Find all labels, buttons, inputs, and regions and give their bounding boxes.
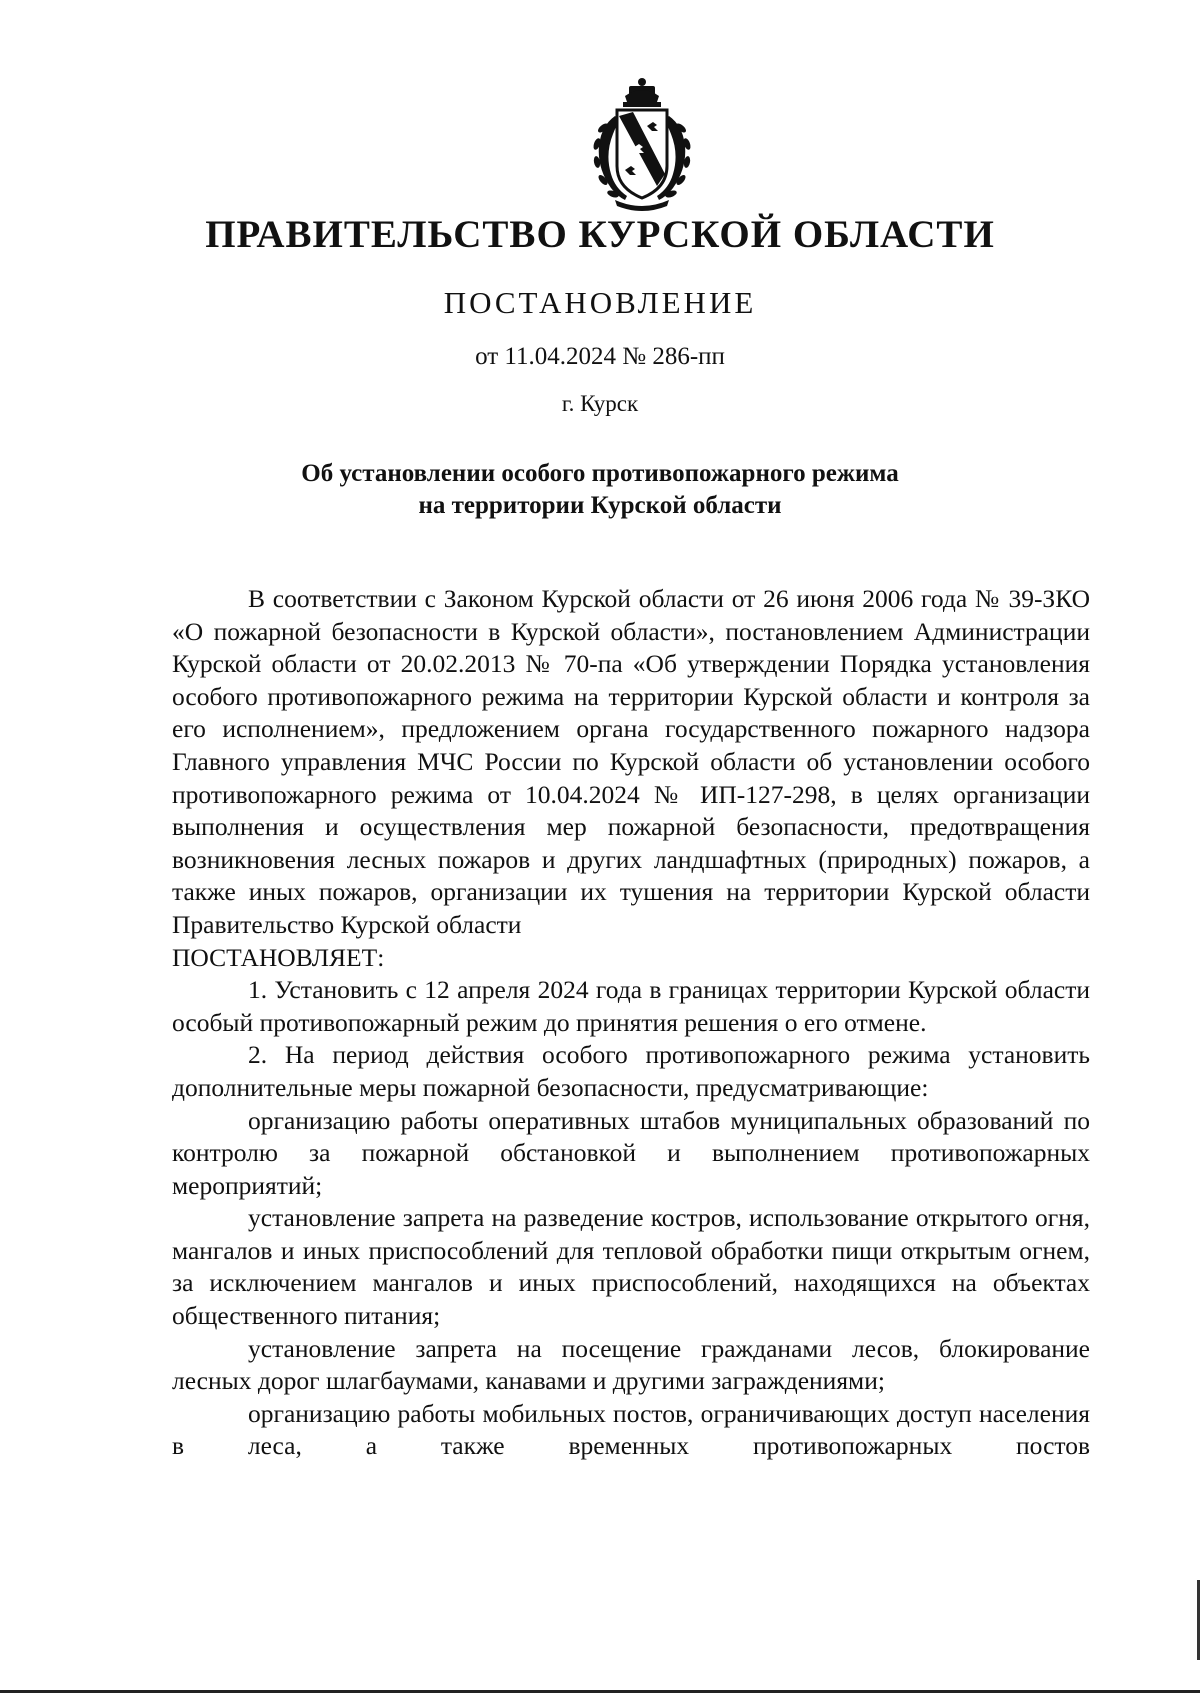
kursk-coat-of-arms-icon: [577, 76, 707, 216]
subject-line-1: Об установлении особого противопожарного режима: [301, 460, 899, 487]
scan-edge-bottom: [0, 1690, 1200, 1693]
preamble-paragraph: В соответствии с Законом Курской области от 26 июня 2006 года № 39-ЗКО «О пожарной безопасности в Курской области», постановлением Администрации Курской области от 20.02.2013 № 70-па «Об утверждении Порядка установления особого противопожарного режима на территории Курской области и контроля за его исполнением», предложением органа государственного пожарного надзора Главного управления МЧС России по Курской области об установлении особого противопожарного режима от 10.04.2024 № ИП-127-298, в целях организации выполнения и осуществления мер пожарной безопасности, предотвращения возникновения лесных пожаров и других ландшафтных (природных) пожаров, а также иных пожаров, организации их тушения на территории Курской области Правительство Курской области: [172, 584, 1090, 939]
item-2-paragraph: 2. На период действия особого противопожарного режима установить дополнительные меры пожарной безопасности, предусматривающие:: [172, 1040, 1090, 1102]
measure-3-paragraph: установление запрета на посещение гражданами лесов, блокирование лесных дорог шлагбаумами, канавами и другими заграждениями;: [172, 1333, 1090, 1396]
measure-4-paragraph: организацию работы мобильных постов, ограничивающих доступ населения в леса, а также временных противопожарных постов: [172, 1398, 1090, 1461]
document-subject: [0, 458, 1200, 522]
organization-title: ПРАВИТЕЛЬСТВО КУРСКОЙ ОБЛАСТИ: [205, 213, 995, 256]
document-type: ПОСТАНОВЛЕНИЕ: [443, 285, 757, 320]
decree-word: ПОСТАНОВЛЯЕТ:: [172, 942, 385, 972]
document-number: от 11.04.2024 № 286-пп: [475, 343, 725, 370]
measure-2-paragraph: установление запрета на разведение костров, использование открытого огня, мангалов и иных приспособлений для тепловой обработки пищи открытым огнем, за исключением мангалов и иных приспособлений, находящихся на объектах общественного питания;: [172, 1203, 1090, 1331]
document-body: [172, 583, 1090, 1463]
document-city: г. Курск: [561, 391, 639, 416]
subject-line-2: на территории Курской области: [418, 492, 782, 519]
item-1-paragraph: 1. Установить с 12 апреля 2024 года в границах территории Курской области особый противопожарный режим до принятия решения о его отмене.: [172, 975, 1090, 1037]
measure-1-paragraph: организацию работы оперативных штабов муниципальных образований по контролю за пожарной обстановкой и выполнением противопожарных мероприятий;: [172, 1105, 1090, 1200]
